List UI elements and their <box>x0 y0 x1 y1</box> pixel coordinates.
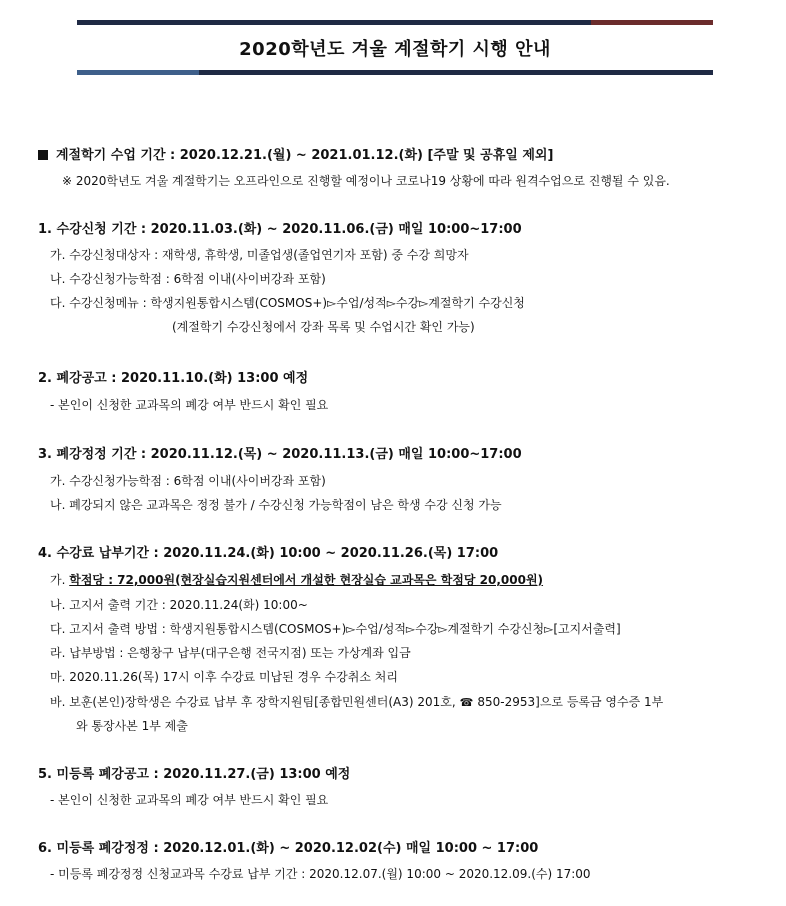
section-4-item-e: 마. 2020.11.26(목) 17시 이후 수강료 미납된 경우 수강취소 처리 <box>50 670 398 684</box>
section-2-heading: 2. 폐강공고 : 2020.11.10.(화) 13:00 예정 <box>38 371 309 386</box>
section-4-item-f <box>50 694 663 711</box>
intro-line <box>38 148 553 164</box>
page-title: 2020학년도 겨울 계절학기 시행 안내 <box>239 39 551 60</box>
title-bottom-line-navy <box>199 70 713 75</box>
title-bottom-line <box>77 70 713 75</box>
section-3-item-b: 나. 폐강되지 않은 교과목은 정정 불가 / 수강신청 가능학점이 남은 학생 수강 신청 가능 <box>50 498 502 512</box>
phone-icon: ☎ <box>459 696 474 709</box>
intro-main: 계절학기 수업 기간 : 2020.12.21.(월) ~ 2021.01.12.(화) [주말 및 공휴일 제외] <box>56 148 554 163</box>
section-5-item-a: - 본인이 신청한 교과목의 폐강 여부 반드시 확인 필요 <box>50 793 329 807</box>
section-6-heading: 6. 미등록 폐강정정 : 2020.12.01.(화) ~ 2020.12.02(수) 매일 10:00 ~ 17:00 <box>38 841 539 856</box>
title-top-line-maroon <box>591 20 713 25</box>
section-5-heading: 5. 미등록 폐강공고 : 2020.11.27.(금) 13:00 예정 <box>38 767 351 782</box>
section-3-heading: 3. 폐강정정 기간 : 2020.11.12.(목) ~ 2020.11.13.(금) 매일 10:00~17:00 <box>38 447 522 462</box>
section-4-item-d: 라. 납부방법 : 은행창구 납부(대구은행 전국지점) 또는 가상계좌 입금 <box>50 646 411 660</box>
title-bottom-line-steel <box>77 70 199 75</box>
section-4-item-a <box>50 572 543 588</box>
section-4-item-f-before: 바. 보훈(본인)장학생은 수강료 납부 후 장학지원팀[종합민원센터(A3) 201호, <box>50 695 456 709</box>
section-1-heading: 1. 수강신청 기간 : 2020.11.03.(화) ~ 2020.11.06.(금) 매일 10:00~17:00 <box>38 222 522 237</box>
section-6-item-a: - 미등록 폐강정정 신청교과목 수강료 납부 기간 : 2020.12.07.(월) 10:00 ~ 2020.12.09.(수) 17:00 <box>50 867 591 881</box>
section-1-item-b: 나. 수강신청가능학점 : 6학점 이내(사이버강좌 포함) <box>50 272 326 286</box>
section-1-item-c-note: (계절학기 수강신청에서 강좌 목록 및 수업시간 확인 가능) <box>172 320 475 334</box>
section-4-item-f-cont: 와 통장사본 1부 제출 <box>76 719 188 733</box>
section-4-heading: 4. 수강료 납부기간 : 2020.11.24.(화) 10:00 ~ 2020.11.26.(목) 17:00 <box>38 546 499 561</box>
section-4-item-c: 다. 고지서 출력 방법 : 학생지원통합시스템(COSMOS+)▻수업/성적▻수강▻계절학기 수강신청▻[고지서출력] <box>50 622 621 636</box>
tuition-per-credit: 학점당 : 72,000원(현장실습지원센터에서 개설한 현장실습 교과목은 학점당 20,000원) <box>69 573 544 587</box>
section-4-item-f-after: 850-2953]으로 등록금 영수증 1부 <box>477 695 664 709</box>
section-4-item-b: 나. 고지서 출력 기간 : 2020.11.24(화) 10:00~ <box>50 598 308 612</box>
section-3-item-a: 가. 수강신청가능학점 : 6학점 이내(사이버강좌 포함) <box>50 474 326 488</box>
section-1-item-c: 다. 수강신청메뉴 : 학생지원통합시스템(COSMOS+)▻수업/성적▻수강▻계절학기 수강신청 <box>50 296 525 310</box>
section-2-item-a: - 본인이 신청한 교과목의 폐강 여부 반드시 확인 필요 <box>50 398 329 412</box>
section-4-item-a-prefix: 가. <box>50 573 70 587</box>
intro-note: ※ 2020학년도 겨울 계절학기는 오프라인으로 진행할 예정이나 코로나19 상황에 따라 원격수업으로 진행될 수 있음. <box>62 174 670 188</box>
section-1-item-a: 가. 수강신청대상자 : 재학생, 휴학생, 미졸업생(졸업연기자 포함) 중 수강 희망자 <box>50 248 469 262</box>
square-bullet-icon <box>38 150 48 160</box>
title-top-line <box>77 20 713 25</box>
title-top-line-navy <box>77 20 591 25</box>
title-box <box>77 20 713 75</box>
